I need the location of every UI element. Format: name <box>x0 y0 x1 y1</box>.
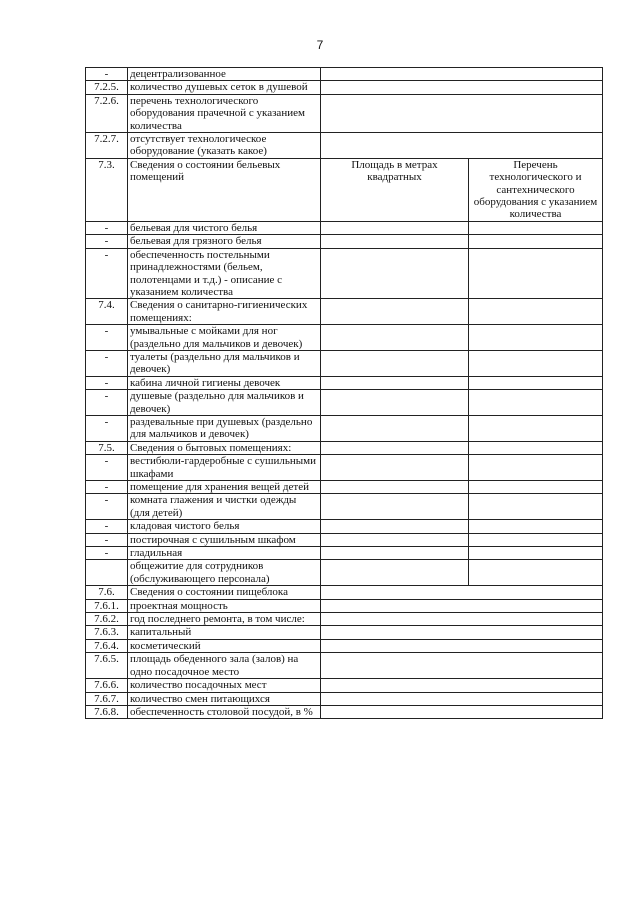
row-number: 7.6.1. <box>86 600 128 612</box>
table-row <box>85 416 603 442</box>
row-number: 7.2.6. <box>86 95 128 132</box>
table-row <box>85 442 603 455</box>
row-number: - <box>86 534 128 546</box>
equipment-cell[interactable] <box>469 390 602 415</box>
row-number: - <box>86 222 128 234</box>
row-label: комната глажения и чистки одежды (для детей) <box>128 494 321 519</box>
row-label: косметический <box>128 640 321 652</box>
row-label: общежитие для сотрудников (обслуживающего персонала) <box>128 560 321 585</box>
row-label: отсутствует технологическое оборудование (указать какое) <box>128 133 321 158</box>
row-number: 7.6.4. <box>86 640 128 652</box>
table-row <box>85 67 603 81</box>
area-cell[interactable] <box>321 351 469 376</box>
equipment-cell[interactable] <box>469 222 602 234</box>
area-cell[interactable] <box>321 249 469 299</box>
row-number: - <box>86 249 128 299</box>
row-label: Сведения о бытовых помещениях: <box>128 442 321 454</box>
equipment-cell[interactable] <box>469 534 602 546</box>
row-number: - <box>86 520 128 532</box>
value-cell[interactable] <box>321 626 602 638</box>
value-cell[interactable] <box>321 613 602 625</box>
area-cell[interactable] <box>321 377 469 389</box>
table-row <box>85 325 603 351</box>
table-row <box>85 299 603 325</box>
area-cell[interactable] <box>321 325 469 350</box>
row-label: количество посадочных мест <box>128 679 321 691</box>
row-number: - <box>86 235 128 247</box>
table-row <box>85 81 603 94</box>
table-row <box>85 481 603 494</box>
equipment-cell[interactable] <box>469 455 602 480</box>
row-number <box>86 560 128 585</box>
row-number: 7.6.5. <box>86 653 128 678</box>
table-row <box>85 95 603 133</box>
equipment-cell[interactable] <box>469 481 602 493</box>
table-row <box>85 455 603 481</box>
area-cell[interactable] <box>321 520 469 532</box>
row-number: 7.4. <box>86 299 128 324</box>
row-label: год последнего ремонта, в том числе: <box>128 613 321 625</box>
table-row <box>85 351 603 377</box>
row-number: 7.6.3. <box>86 626 128 638</box>
row-number: - <box>86 547 128 559</box>
equipment-cell[interactable] <box>469 416 602 441</box>
value-cell[interactable] <box>321 95 602 132</box>
row-label: децентрализованное <box>128 68 321 80</box>
equipment-cell[interactable] <box>469 249 602 299</box>
value-cell[interactable] <box>321 600 602 612</box>
row-label: бельевая для чистого белья <box>128 222 321 234</box>
row-label: душевые (раздельно для мальчиков и девочек) <box>128 390 321 415</box>
table-row <box>85 534 603 547</box>
equipment-cell[interactable] <box>469 547 602 559</box>
equipment-cell[interactable] <box>469 325 602 350</box>
row-label: постирочная с сушильным шкафом <box>128 534 321 546</box>
table-row <box>85 693 603 706</box>
row-label: количество душевых сеток в душевой <box>128 81 321 93</box>
row-label: вестибюли-гардеробные с сушильными шкафами <box>128 455 321 480</box>
row-number: - <box>86 325 128 350</box>
row-number: - <box>86 416 128 441</box>
row-number: - <box>86 377 128 389</box>
row-number: - <box>86 351 128 376</box>
row-number: 7.2.7. <box>86 133 128 158</box>
table-row <box>85 560 603 586</box>
row-number: 7.5. <box>86 442 128 454</box>
table-row <box>85 222 603 235</box>
table-row <box>85 600 603 613</box>
row-label: кладовая чистого белья <box>128 520 321 532</box>
equipment-cell[interactable] <box>469 494 602 519</box>
row-label: помещение для хранения вещей детей <box>128 481 321 493</box>
value-cell[interactable] <box>321 586 602 598</box>
table-row <box>85 640 603 653</box>
table-row <box>85 133 603 159</box>
row-number: 7.6.6. <box>86 679 128 691</box>
table-row <box>85 613 603 626</box>
value-cell[interactable] <box>321 68 602 80</box>
equipment-cell[interactable] <box>469 560 602 585</box>
row-number: 7.2.5. <box>86 81 128 93</box>
equipment-cell[interactable] <box>469 377 602 389</box>
area-cell[interactable] <box>321 481 469 493</box>
table-row <box>85 235 603 248</box>
area-cell[interactable] <box>321 494 469 519</box>
page-number: 7 <box>316 38 324 52</box>
table-row <box>85 586 603 599</box>
row-number: - <box>86 68 128 80</box>
value-cell[interactable] <box>321 133 602 158</box>
equipment-cell[interactable] <box>469 235 602 247</box>
area-column-header: Площадь в метрах квадратных <box>321 159 469 221</box>
table-row <box>85 626 603 639</box>
equipment-cell[interactable] <box>469 442 602 454</box>
row-label: гладильная <box>128 547 321 559</box>
row-number: 7.6.7. <box>86 693 128 705</box>
area-cell[interactable] <box>321 416 469 441</box>
table-row <box>85 679 603 692</box>
area-cell[interactable] <box>321 547 469 559</box>
row-label: перечень технологического оборудования прачечной с указанием количества <box>128 95 321 132</box>
table-row <box>85 520 603 533</box>
row-label: капитальный <box>128 626 321 638</box>
row-label: туалеты (раздельно для мальчиков и девочек) <box>128 351 321 376</box>
value-cell[interactable] <box>321 679 602 691</box>
equipment-cell[interactable] <box>469 299 602 324</box>
equipment-cell[interactable] <box>469 351 602 376</box>
row-number: 7.3. <box>86 159 128 221</box>
row-label: количество смен питающихся <box>128 693 321 705</box>
equipment-column-header: Перечень технологического и сантехнического оборудования с указанием количества <box>473 158 598 221</box>
row-label: раздевальные при душевых (раздельно для мальчиков и девочек) <box>128 416 321 441</box>
table-row <box>85 706 603 719</box>
area-cell[interactable] <box>321 222 469 234</box>
row-number: 7.6.2. <box>86 613 128 625</box>
row-label: обеспеченность постельными принадлежностями (бельем, полотенцами и т.д.) - описание с указанием количества <box>128 249 321 299</box>
table-row <box>85 494 603 520</box>
row-number: 7.6.8. <box>86 706 128 718</box>
row-number: - <box>86 390 128 415</box>
facility-info-table <box>85 67 603 719</box>
section-header-row <box>85 159 603 222</box>
table-row <box>85 249 603 300</box>
row-number: - <box>86 494 128 519</box>
row-number: - <box>86 455 128 480</box>
value-cell[interactable] <box>321 653 602 678</box>
table-row <box>85 390 603 416</box>
table-row <box>85 547 603 560</box>
area-cell[interactable] <box>321 390 469 415</box>
row-label: кабина личной гигиены девочек <box>128 377 321 389</box>
row-label: площадь обеденного зала (залов) на одно посадочное место <box>128 653 321 678</box>
area-cell[interactable] <box>321 560 469 585</box>
table-row <box>85 377 603 390</box>
value-cell[interactable] <box>321 81 602 93</box>
section-title: Сведения о состоянии бельевых помещений <box>128 159 321 221</box>
area-cell[interactable] <box>321 235 469 247</box>
row-label: обеспеченность столовой посудой, в % <box>128 706 321 718</box>
row-label: умывальные с мойками для ног (раздельно для мальчиков и девочек) <box>128 325 321 350</box>
row-label: проектная мощность <box>128 600 321 612</box>
table-row <box>85 653 603 679</box>
row-label: Сведения о состоянии пищеблока <box>128 586 321 598</box>
row-label: Сведения о санитарно-гигиенических помещениях: <box>128 299 321 324</box>
value-cell[interactable] <box>321 693 602 705</box>
value-cell[interactable] <box>321 706 602 718</box>
row-number: 7.6. <box>86 586 128 598</box>
area-cell[interactable] <box>321 455 469 480</box>
row-number: - <box>86 481 128 493</box>
area-cell[interactable] <box>321 534 469 546</box>
area-cell[interactable] <box>321 299 469 324</box>
row-label: бельевая для грязного белья <box>128 235 321 247</box>
value-cell[interactable] <box>321 640 602 652</box>
area-cell[interactable] <box>321 442 469 454</box>
equipment-cell[interactable] <box>469 520 602 532</box>
